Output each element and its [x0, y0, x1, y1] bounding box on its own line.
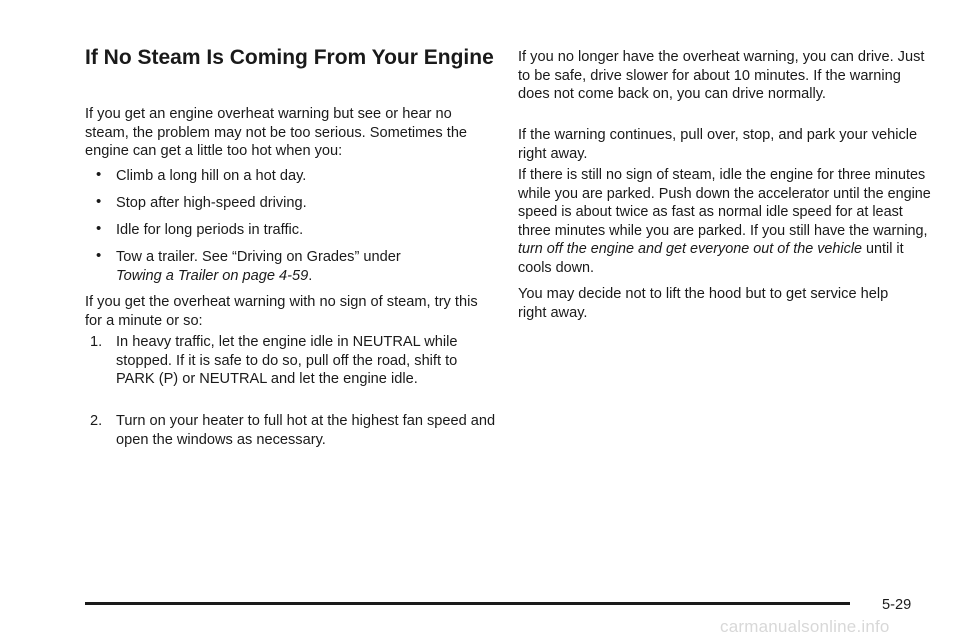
bullet-icon: •: [96, 220, 102, 237]
list-item: • Stop after high-speed driving.: [96, 193, 307, 211]
list-item: 2. Turn on your heater to full hot at the highest fan speed and open the windows as necessary.: [90, 413, 496, 448]
list-item: • Idle for long periods in traffic.: [96, 220, 304, 238]
bullet-icon: •: [96, 193, 102, 210]
list-item: • Tow a trailer. See “Driving on Grades” under Towing a Trailer on page 4-59.: [96, 247, 401, 284]
list-item: • Climb a long hill on a hot day.: [96, 166, 307, 184]
paragraph-service-help: You may decide not to lift the hood but to get service help right away.: [518, 286, 889, 321]
cross-reference-link[interactable]: Towing a Trailer on page 4-59: [116, 267, 309, 284]
paragraph-idle-engine: If there is still no sign of steam, idle the engine for three minutes while you are parked. Push down the accelerator until the engine speed is about twice as fast as normal idle speed for at least three minutes while you are parked. If you still have the warning, turn off the engine and get everyone out of the vehicle until it cools down.: [518, 167, 931, 276]
instruction-paragraph: If you get the overheat warning with no sign of steam, try this for a minute or so:: [85, 294, 478, 329]
section-heading: If No Steam Is Coming From Your Engine: [85, 46, 494, 69]
bullet-icon: •: [96, 166, 102, 183]
list-item: 1. In heavy traffic, let the engine idle in NEUTRAL while stopped. If it is safe to do so, pull off the road, shift to PARK (P) or NEUTRAL and let the engine idle.: [90, 334, 458, 388]
watermark: carmanualsonline.info: [720, 617, 890, 636]
paragraph-warning-continues: If the warning continues, pull over, stop, and park your vehicle right away.: [518, 127, 918, 162]
bullet-icon: •: [96, 247, 102, 264]
intro-paragraph: If you get an engine overheat warning but see or hear no steam, the problem may not be too serious. Sometimes the engine can get a little too hot when you:: [85, 106, 468, 160]
paragraph-drive-again: If you no longer have the overheat warning, you can drive. Just to be safe, drive slower for about 10 minutes. If the warning does not come back on, you can drive normally.: [518, 49, 925, 103]
footer-divider: [85, 602, 850, 605]
page-number: 5-29: [882, 597, 912, 613]
